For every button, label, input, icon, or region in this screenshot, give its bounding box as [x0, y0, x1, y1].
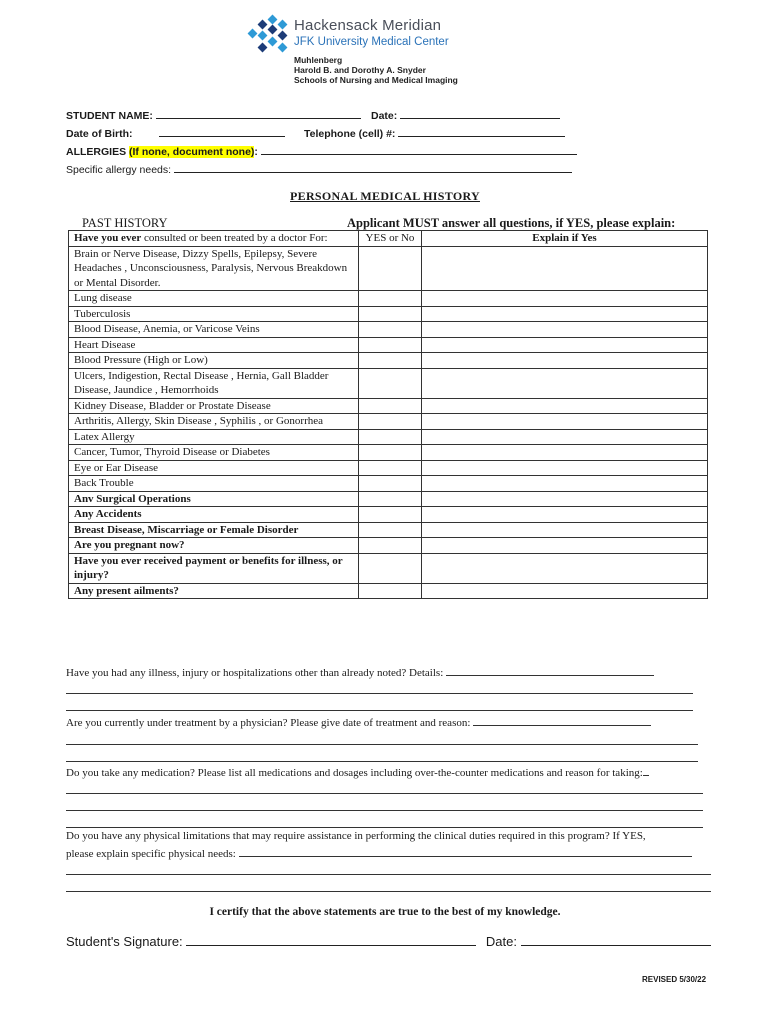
explain-cell[interactable]: [422, 553, 708, 583]
dob-row: [66, 126, 285, 140]
condition-label: Blood Disease, Anemia, or Varicose Veins: [69, 322, 359, 338]
yes-no-cell[interactable]: [359, 507, 422, 523]
explain-cell[interactable]: [422, 583, 708, 599]
table-header-row: [69, 231, 708, 247]
table-row: [69, 306, 708, 322]
explain-cell[interactable]: [422, 414, 708, 430]
treatment-answer-line[interactable]: [66, 761, 698, 762]
school-name: [294, 55, 458, 85]
table-row: [69, 337, 708, 353]
condition-label: Eye or Ear Disease: [69, 460, 359, 476]
table-row: [69, 476, 708, 492]
question-illness-text: Have you had any illness, injury or hospitalizations other than already noted? Details:: [66, 667, 444, 679]
table-row: [69, 507, 708, 523]
explain-cell[interactable]: [422, 398, 708, 414]
question-limitations: [66, 828, 692, 863]
history-table: [68, 230, 708, 599]
allergies-field[interactable]: [261, 144, 577, 155]
condition-label: Are you pregnant now?: [69, 538, 359, 554]
condition-label: Lung disease: [69, 291, 359, 307]
condition-label: Blood Pressure (High or Low): [69, 353, 359, 369]
question-limitations-text: Do you have any physical limitations that may require assistance in performing the clinical duties required in this program? If YES,: [66, 830, 646, 842]
student-name-row: [66, 108, 361, 122]
allergies-note: (If none, document none): [129, 146, 255, 158]
condition-label: Kidney Disease, Bladder or Prostate Disease: [69, 398, 359, 414]
explain-cell[interactable]: [422, 337, 708, 353]
question-treatment-text: Are you currently under treatment by a physician? Please give date of treatment and reason:: [66, 717, 471, 729]
phone-row: [304, 126, 565, 140]
medication-answer-line[interactable]: [66, 810, 703, 811]
question-treatment: [66, 714, 651, 732]
allergies-row: [66, 144, 577, 158]
table-row: [69, 398, 708, 414]
explain-cell[interactable]: [422, 368, 708, 398]
signature-field[interactable]: [186, 933, 476, 946]
table-row: [69, 522, 708, 538]
yes-no-cell[interactable]: [359, 445, 422, 461]
allergies-label: ALLERGIES: [66, 146, 127, 158]
explain-cell[interactable]: [422, 291, 708, 307]
table-row: [69, 368, 708, 398]
medication-answer-field[interactable]: [643, 764, 649, 776]
yes-no-cell[interactable]: [359, 398, 422, 414]
yes-no-cell[interactable]: [359, 306, 422, 322]
explain-cell[interactable]: [422, 476, 708, 492]
yes-no-cell[interactable]: [359, 522, 422, 538]
section-title: PERSONAL MEDICAL HISTORY: [290, 189, 480, 203]
date-field[interactable]: [400, 108, 560, 119]
medication-answer-line[interactable]: [66, 793, 703, 794]
date-row: [371, 108, 560, 122]
school-line-1: Muhlenberg: [294, 55, 343, 65]
explain-cell[interactable]: [422, 538, 708, 554]
limitations-answer-field[interactable]: [239, 845, 692, 857]
yes-no-cell[interactable]: [359, 291, 422, 307]
header-prefix: Have you ever: [74, 232, 142, 244]
brand-name: Hackensack Meridian: [294, 17, 442, 34]
condition-label: Any Accidents: [69, 507, 359, 523]
explain-cell[interactable]: [422, 445, 708, 461]
header-question-cell: [69, 231, 359, 247]
yes-no-cell[interactable]: [359, 429, 422, 445]
yes-no-cell[interactable]: [359, 322, 422, 338]
table-row: [69, 538, 708, 554]
yes-no-cell[interactable]: [359, 368, 422, 398]
phone-label: Telephone (cell) #:: [304, 128, 396, 140]
table-row: [69, 353, 708, 369]
explain-cell[interactable]: [422, 491, 708, 507]
table-row: [69, 553, 708, 583]
explain-cell[interactable]: [422, 522, 708, 538]
explain-cell[interactable]: [422, 306, 708, 322]
table-row: [69, 460, 708, 476]
condition-label: Anv Surgical Operations: [69, 491, 359, 507]
school-line-2: Harold B. and Dorothy A. Snyder: [294, 65, 426, 75]
allergy-needs-row: [66, 162, 572, 176]
treatment-answer-line[interactable]: [66, 744, 698, 745]
condition-label: Heart Disease: [69, 337, 359, 353]
table-row: [69, 583, 708, 599]
question-illness: [66, 664, 654, 682]
dob-field[interactable]: [159, 126, 285, 137]
question-medication: [66, 764, 649, 782]
certification-statement: I certify that the above statements are true to the best of my knowledge.: [209, 906, 561, 918]
explain-cell[interactable]: [422, 353, 708, 369]
illness-answer-line[interactable]: [66, 693, 693, 694]
phone-field[interactable]: [398, 126, 565, 137]
treatment-answer-field[interactable]: [473, 714, 651, 726]
table-row: [69, 491, 708, 507]
brand-subname: JFK University Medical Center: [294, 36, 449, 48]
signature-row: [66, 933, 711, 949]
limitations-answer-line[interactable]: [66, 874, 711, 875]
yes-no-cell[interactable]: [359, 476, 422, 492]
signature-date-field[interactable]: [521, 933, 711, 946]
question-medication-text: Do you take any medication? Please list all medications and dosages including over-the-counter medications and reason for taking:: [66, 767, 643, 779]
signature-label: Student's Signature:: [66, 934, 183, 949]
yes-no-cell[interactable]: [359, 246, 422, 291]
yes-no-cell[interactable]: [359, 491, 422, 507]
condition-label: Brain or Nerve Disease, Dizzy Spells, Epilepsy, Severe Headaches , Unconsciousness, Paralysis, Nervous Breakdown or Mental Disorder.: [69, 246, 359, 291]
table-row: [69, 322, 708, 338]
limitations-answer-line[interactable]: [66, 891, 711, 892]
condition-label: Cancer, Tumor, Thyroid Disease or Diabetes: [69, 445, 359, 461]
table-row: [69, 246, 708, 291]
student-name-label: STUDENT NAME:: [66, 110, 153, 122]
school-line-3: Schools of Nursing and Medical Imaging: [294, 75, 458, 85]
revised-date: REVISED 5/30/22: [642, 975, 707, 984]
past-history-heading: PAST HISTORY: [82, 216, 168, 230]
yes-no-cell[interactable]: [359, 583, 422, 599]
illness-answer-line[interactable]: [66, 710, 693, 711]
allergy-needs-field[interactable]: [174, 162, 572, 173]
signature-date-label: Date:: [485, 934, 517, 949]
allergies-colon: :: [254, 146, 258, 158]
yes-no-cell[interactable]: [359, 414, 422, 430]
student-name-field[interactable]: [156, 108, 361, 119]
condition-label: Any present ailments?: [69, 583, 359, 599]
condition-label: Ulcers, Indigestion, Rectal Disease , Hernia, Gall Bladder Disease, Jaundice , Hemorrhoids: [69, 368, 359, 398]
explain-cell[interactable]: [422, 246, 708, 291]
table-row: [69, 429, 708, 445]
condition-label: Latex Allergy: [69, 429, 359, 445]
yes-no-cell[interactable]: [359, 337, 422, 353]
condition-label: Tuberculosis: [69, 306, 359, 322]
yes-no-cell[interactable]: [359, 460, 422, 476]
allergy-needs-label: Specific allergy needs:: [66, 164, 172, 176]
date-label: Date:: [371, 110, 398, 122]
yes-no-header: YES or No: [359, 231, 422, 247]
illness-answer-field[interactable]: [446, 664, 654, 676]
dob-label: Date of Birth:: [66, 128, 133, 140]
hospital-logo: [247, 16, 291, 54]
yes-no-cell[interactable]: [359, 353, 422, 369]
question-limitations-text-2: please explain specific physical needs:: [66, 848, 236, 860]
condition-label: Back Trouble: [69, 476, 359, 492]
table-row: [69, 414, 708, 430]
explain-cell[interactable]: [422, 429, 708, 445]
explain-cell[interactable]: [422, 460, 708, 476]
condition-label: Arthritis, Allergy, Skin Disease , Syphilis , or Gonorrhea: [69, 414, 359, 430]
header-rest: consulted or been treated by a doctor For:: [141, 232, 328, 244]
table-row: [69, 291, 708, 307]
yes-no-cell[interactable]: [359, 538, 422, 554]
applicant-instruction: Applicant MUST answer all questions, if YES, please explain:: [347, 216, 676, 230]
yes-no-cell[interactable]: [359, 553, 422, 583]
condition-label: Breast Disease, Miscarriage or Female Disorder: [69, 522, 359, 538]
explain-header: Explain if Yes: [422, 231, 708, 247]
explain-cell[interactable]: [422, 507, 708, 523]
condition-label: Have you ever received payment or benefits for illness, or injury?: [69, 553, 359, 583]
table-row: [69, 445, 708, 461]
explain-cell[interactable]: [422, 322, 708, 338]
